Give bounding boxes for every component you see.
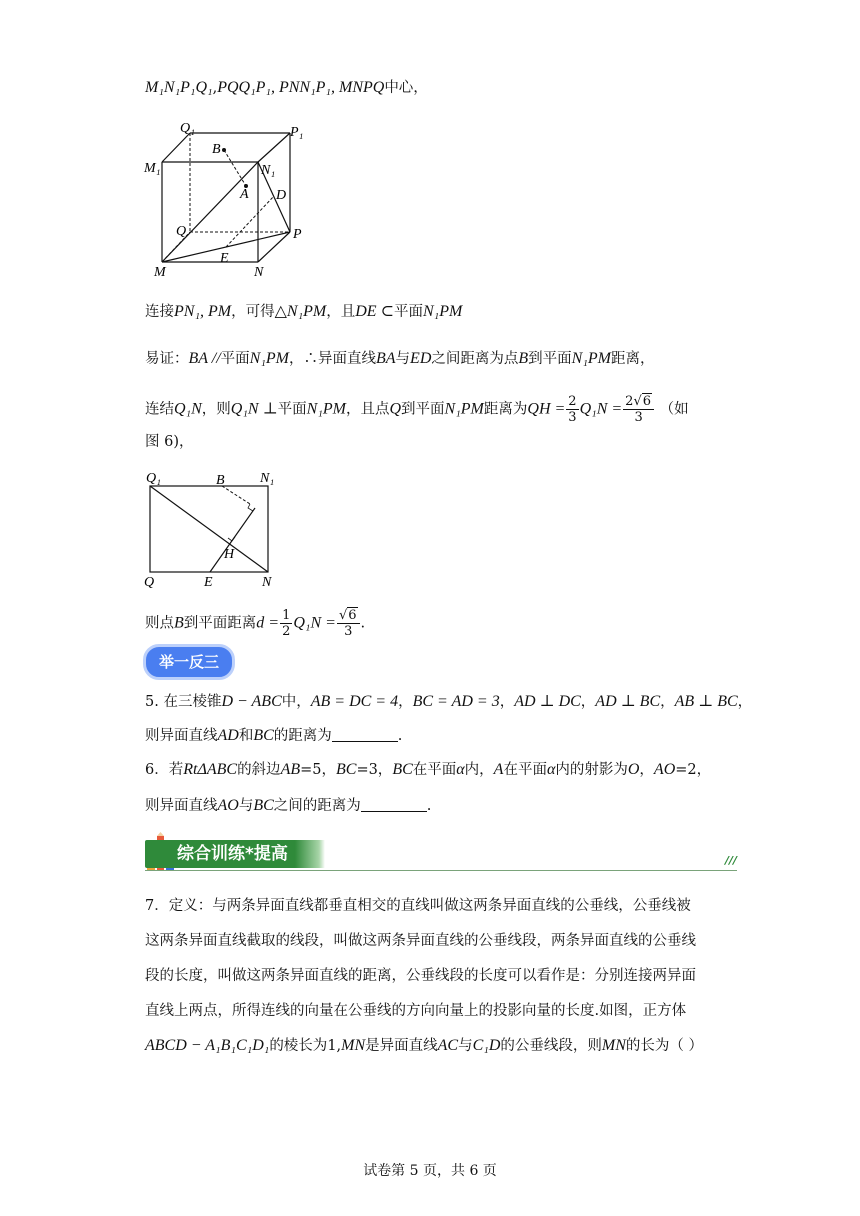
label-b: B (212, 142, 221, 157)
paragraph-link (145, 394, 689, 425)
text: 之间距离为点 (431, 351, 519, 367)
text: ， (398, 694, 413, 710)
center-list-line: M₁N₁P₁Q₁,PQQ₁P₁, PNN₁P₁, MNPQ中心， (145, 79, 428, 96)
text: 在平面 (412, 762, 457, 778)
paragraph-connect (145, 302, 462, 322)
text: 与 (395, 351, 411, 367)
text: 与 (458, 1038, 473, 1054)
text: 内的射影为 (555, 762, 628, 778)
math: AB ⊥ BC (674, 693, 738, 710)
text: 则异面直线 (145, 728, 218, 744)
math: DE ⊂ (355, 303, 394, 320)
math: ABCD − A₁B₁C₁D₁ (145, 1037, 270, 1054)
math: N₁PM (306, 400, 346, 418)
text: ，且点 (345, 401, 390, 418)
math: RtΔABC (183, 761, 238, 778)
label-e: E (220, 251, 229, 266)
math: BC (253, 727, 274, 744)
math: AD (217, 727, 239, 744)
question-5 (145, 692, 752, 712)
text: =2， (675, 762, 712, 778)
math: B (174, 614, 184, 632)
math: C₁D (472, 1037, 501, 1054)
label-q: Q (144, 575, 155, 590)
face-m1n1p1q1: M₁N₁P₁Q₁ (145, 79, 213, 96)
text: 连接 (145, 304, 174, 320)
label-n: N (254, 265, 264, 280)
question-6-cont (145, 796, 431, 816)
paragraph-prove (145, 349, 655, 369)
math: AO (653, 761, 676, 778)
text: ， (580, 694, 596, 710)
math: d = (256, 614, 280, 632)
text: 平面 (277, 401, 307, 418)
label-q: Q (176, 224, 187, 239)
text: 平面 (393, 304, 423, 320)
text: 的棱长为 (269, 1038, 328, 1054)
text: 的距离为 (273, 728, 332, 744)
cube-figure (140, 118, 340, 298)
text: 内， (464, 762, 494, 778)
math: PN₁, PM (174, 303, 232, 320)
math: A (493, 761, 504, 778)
text: 之间的距离为 (273, 798, 361, 814)
label-h: H (224, 547, 235, 562)
label-q1: Q₁ (180, 121, 195, 136)
math: Q₁N ⊥ (230, 400, 278, 418)
math: B (518, 350, 529, 367)
math: QH = (527, 400, 566, 418)
math: AO (217, 797, 239, 814)
text: 在平面 (503, 762, 547, 778)
faces-list: PQQ₁P₁, PNN₁P₁, MNPQ (217, 79, 385, 96)
math: BC (392, 761, 413, 778)
math: MN (341, 1037, 366, 1054)
math: N₁PM (571, 350, 611, 367)
text: ， (639, 762, 654, 778)
label-n1: N₁ (261, 163, 276, 178)
fraction-one-half: $\frac{1}{2}$ (282, 608, 291, 639)
text: . (426, 798, 432, 814)
text: ，可得 (231, 304, 275, 320)
math: Q (389, 400, 402, 418)
math: Q₁N = (579, 400, 623, 418)
practice-button[interactable]: 举一反三 (143, 644, 235, 680)
label-p: P (293, 227, 302, 242)
question-7-line-1: 7．定义：与两条异面直线都垂直相交的直线叫做这两条异面直线的公垂线，公垂线被 (145, 898, 691, 914)
question-7-line-5 (145, 1036, 703, 1056)
text: ，且 (326, 304, 356, 320)
text: =5， (300, 762, 336, 778)
label-m: M (154, 265, 166, 280)
math: AC (437, 1037, 459, 1054)
text: 到平面 (528, 351, 572, 367)
center-text: 中心， (384, 80, 428, 96)
math: D − ABC (221, 693, 282, 710)
page-footer: 试卷第 5 页，共 6 页 (363, 1163, 497, 1179)
question-7-line-2: 这两条异面直线截取的线段，叫做这两条异面直线的公垂线段，两条异面直线的公垂线 (145, 933, 696, 949)
text: 平面 (220, 351, 250, 367)
point-b (222, 148, 226, 152)
paragraph-link-cont (145, 432, 194, 452)
section-banner (145, 832, 737, 872)
text: 距离， (611, 351, 655, 367)
math: Q₁N (174, 400, 202, 418)
question-5-cont (145, 726, 402, 746)
text: 则异面直线 (145, 798, 218, 814)
paragraph-result (145, 608, 365, 639)
label-a: A (240, 187, 249, 202)
section-figure (140, 462, 300, 592)
math: △N₁PM (274, 303, 327, 320)
math: AD ⊥ BC (595, 693, 661, 710)
math: N₁PM (249, 350, 289, 367)
text: 5. 在三棱锥 (145, 694, 222, 710)
label-q1: Q₁ (146, 471, 161, 486)
text: 到平面距离 (183, 615, 257, 632)
math: N₁PM (444, 400, 484, 418)
math: O (627, 761, 640, 778)
text: 的斜边 (237, 762, 281, 778)
text: 的长为（ ） (625, 1038, 704, 1054)
text: ， (737, 694, 753, 710)
banner-fade (295, 840, 325, 868)
answer-blank[interactable] (361, 797, 427, 812)
text: 则点 (145, 615, 174, 632)
fraction-2sqrt6-over-3: $\frac{2√6}{3}$ (623, 394, 654, 425)
math: BC (335, 761, 357, 778)
math: BC (253, 797, 274, 814)
text: 图 6)， (145, 434, 194, 450)
text: . (360, 615, 366, 632)
text: ，则 (201, 401, 231, 418)
text: =3， (356, 762, 393, 778)
text: . (397, 728, 403, 744)
math: N₁PM (422, 303, 463, 320)
banner-rule (145, 870, 737, 871)
label-p1: P₁ (290, 125, 304, 140)
label-m1: M₁ (144, 161, 161, 176)
question-7-line-4: 直线上两点，所得连线的向量在公垂线的方向向量上的投影向量的长度.如图，正方体 (145, 1003, 687, 1019)
text: 连结 (145, 401, 174, 418)
math: AB = DC = 4 (310, 693, 399, 710)
label-n: N (262, 575, 272, 590)
text: ， (499, 694, 515, 710)
text: 距离为 (483, 401, 528, 418)
math: α (546, 761, 556, 778)
text: 易证： (145, 351, 189, 367)
banner-title: 综合训练*提高 (177, 844, 288, 864)
math: BA (376, 350, 396, 367)
math: BA // (188, 350, 221, 367)
label-b: B (216, 473, 225, 488)
math: BC = AD = 3 (412, 693, 500, 710)
math: MN (601, 1037, 626, 1054)
math: Q₁N = (293, 614, 336, 632)
math: AD ⊥ DC (514, 693, 581, 710)
text: 是异面直线 (365, 1038, 438, 1054)
text: 6．若 (145, 762, 184, 778)
math: ED (410, 350, 432, 367)
math: 1 (327, 1038, 337, 1054)
question-7-line-3: 段的长度，叫做这两条异面直线的距离，公垂线段的长度可以看作是：分别连接两异面 (145, 968, 696, 984)
math: α (456, 761, 465, 778)
banner-slashes: /// (724, 854, 737, 867)
answer-blank[interactable] (332, 727, 398, 742)
text: 与 (238, 798, 254, 814)
label-d: D (276, 188, 287, 203)
text: 和 (238, 728, 254, 744)
text: 到平面 (401, 401, 445, 418)
math: AB (280, 761, 301, 778)
text: ，∴异面直线 (289, 351, 376, 367)
question-6 (145, 760, 711, 780)
text: ， (660, 694, 675, 710)
fraction-sqrt6-over-3: $\frac{√6}{3}$ (337, 608, 360, 639)
text: , (336, 1038, 342, 1054)
text: 的公垂线段，则 (500, 1038, 602, 1054)
label-e: E (204, 575, 213, 590)
text: 中， (281, 694, 311, 710)
fraction-two-thirds: $\frac{2}{3}$ (568, 394, 577, 425)
label-n1: N₁ (260, 471, 275, 486)
text: （如 (659, 401, 689, 418)
